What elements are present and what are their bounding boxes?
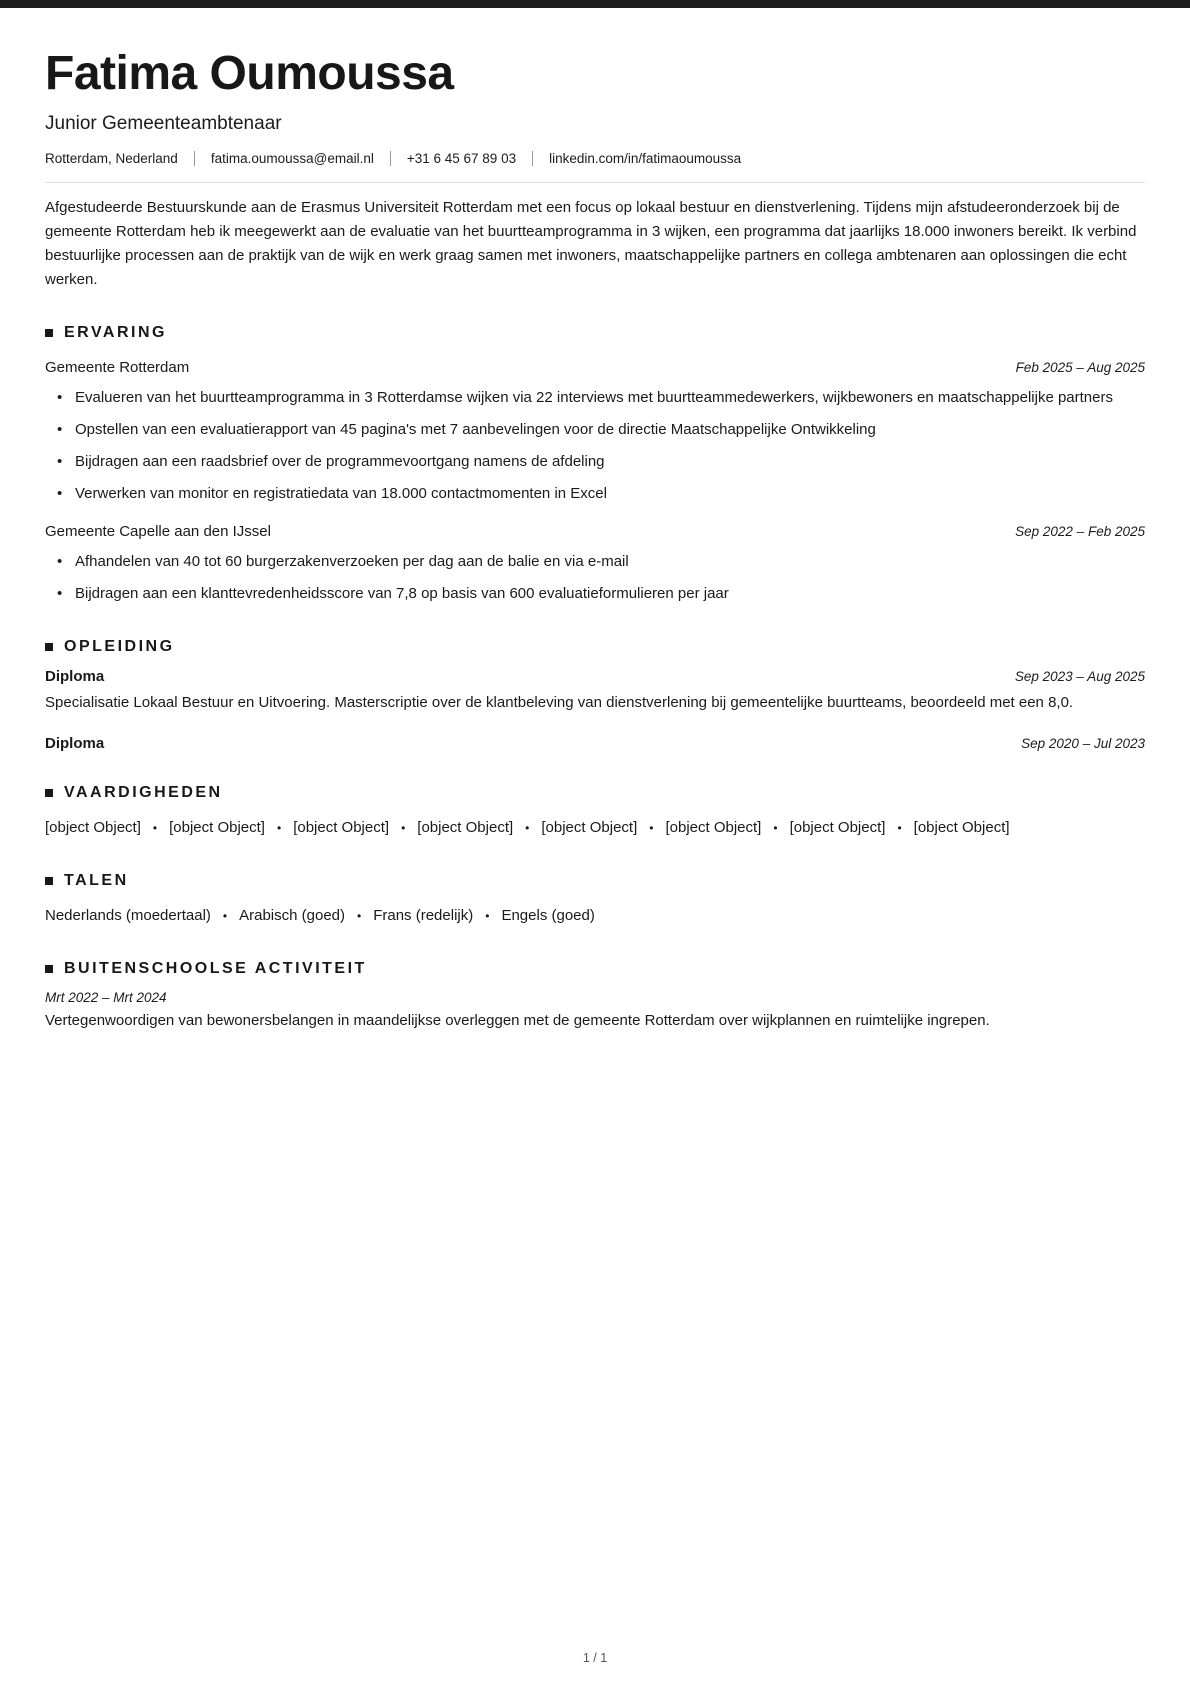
section-heading-label: VAARDIGHEDEN <box>64 783 223 801</box>
bullet-item: • Opstellen van een evaluatierapport van 45 pagina's met 7 aanbevelingen voor de directie Maatschappelijke Ontwikkeling <box>45 418 1145 442</box>
date-range: Sep 2020 – Jul 2023 <box>1021 735 1145 751</box>
experience-entry <box>45 359 1145 506</box>
skill-item: [object Object] <box>913 818 1010 836</box>
language-item: Frans (redelijk) <box>373 906 474 924</box>
skill-item: [object Object] <box>293 818 390 836</box>
contact-linkedin: linkedin.com/in/fatimaoumoussa <box>549 150 742 166</box>
dot-separator: • <box>649 820 654 835</box>
bullet-item: • Verwerken van monitor en registratiedata van 18.000 contactmomenten in Excel <box>45 482 1145 506</box>
employer-name: Gemeente Capelle aan den IJssel <box>45 522 271 540</box>
dot-separator: • <box>773 820 778 835</box>
section-marker-icon <box>45 965 53 973</box>
language-item: Engels (goed) <box>501 906 595 924</box>
date-range: Sep 2022 – Feb 2025 <box>1015 523 1145 539</box>
contact-phone: +31 6 45 67 89 03 <box>406 150 517 166</box>
dot-separator: • <box>222 908 228 923</box>
header-divider <box>45 182 1145 183</box>
section-vaardigheden <box>45 784 1145 840</box>
profile-summary: Afgestudeerde Bestuurskunde aan de Erasmus Universiteit Rotterdam met een focus op lokaal bestuur en dienstverlening. Tijdens mijn afstudeeronderzoek bij de gemeente Rotterdam heb ik meegewerkt aan de evaluatie van het buurtteamprogramma in 3 wijken, een programma dat jaarlijks 18.000 inwoners bereikt. Ik verbind bestuurlijke processen aan de praktijk van de wijk en werk graag samen met inwoners, maatschappelijke partners en collega ambtenaren aan oplossingen die echt werken. <box>45 198 1137 288</box>
section-heading-ervaring <box>45 324 1145 342</box>
contact-divider <box>194 151 195 166</box>
experience-entry <box>45 523 1145 606</box>
entry-header <box>45 668 1145 685</box>
section-heading-label: OPLEIDING <box>64 637 175 655</box>
entry-header <box>45 523 1145 540</box>
page-indicator: 1 / 1 <box>582 1651 608 1665</box>
dot-separator: • <box>485 908 490 923</box>
dot-separator: • <box>276 820 282 835</box>
date-range: Feb 2025 – Aug 2025 <box>1015 359 1145 375</box>
bullet-item: • Afhandelen van 40 tot 60 burgerzakenverzoeken per dag aan de balie en via e-mail <box>45 550 1145 574</box>
skill-item: [object Object] <box>169 818 265 836</box>
language-item: Nederlands (moedertaal) <box>45 906 211 924</box>
dot-separator: • <box>357 908 362 923</box>
dot-separator: • <box>401 820 406 835</box>
section-talen <box>45 872 1145 928</box>
education-entry <box>45 668 1145 715</box>
entry-header <box>45 735 1145 752</box>
bullet-item: • Bijdragen aan een klanttevredenheidsscore van 7,8 op basis van 600 evaluatieformulieren per jaar <box>45 582 1145 606</box>
degree-title: Diploma <box>45 734 105 752</box>
bullet-item: • Bijdragen aan een raadsbrief over de programmevoortgang namens de afdeling <box>45 450 1145 474</box>
contact-row <box>45 151 1145 166</box>
section-heading-vaardigheden <box>45 784 1145 802</box>
section-marker-icon <box>45 643 53 651</box>
date-range: Mrt 2022 – Mrt 2024 <box>45 989 167 1005</box>
contact-location: Rotterdam, Nederland <box>45 150 178 166</box>
skills-list <box>45 816 1145 840</box>
section-heading-label: BUITENSCHOOLSE ACTIVITEIT <box>64 959 367 977</box>
section-ervaring <box>45 324 1145 606</box>
section-heading-buitenschools <box>45 960 1145 978</box>
contact-divider <box>390 151 391 166</box>
contact-divider <box>532 151 533 166</box>
person-name: Fatima Oumoussa <box>45 47 454 100</box>
resume-content <box>0 8 1190 1033</box>
section-marker-icon <box>45 877 53 885</box>
date-range: Sep 2023 – Aug 2025 <box>1014 668 1145 684</box>
section-heading-talen <box>45 872 1145 890</box>
dot-separator: • <box>525 820 530 835</box>
skill-item: [object Object] <box>45 818 141 836</box>
section-heading-label: ERVARING <box>64 323 167 341</box>
top-accent-bar <box>0 0 1190 8</box>
education-entry <box>45 735 1145 752</box>
person-job-title: Junior Gemeenteambtenaar <box>45 112 282 134</box>
skill-item: [object Object] <box>665 818 762 836</box>
section-heading-label: TALEN <box>64 871 129 889</box>
employer-name: Gemeente Rotterdam <box>45 358 190 376</box>
activity-description: Vertegenwoordigen van bewonersbelangen in maandelijkse overleggen met de gemeente Rotterdam over wijkplannen en ruimtelijke ingrepen. <box>45 1011 990 1029</box>
section-heading-opleiding <box>45 638 1145 656</box>
skill-item: [object Object] <box>417 818 514 836</box>
section-marker-icon <box>45 329 53 337</box>
bullet-item: • Evalueren van het buurtteamprogramma in 3 Rotterdamse wijken via 22 interviews met buurtteammedewerkers, wijkbewoners en maatschappelijke partners <box>45 386 1145 410</box>
skill-item: [object Object] <box>541 818 638 836</box>
entry-header <box>45 359 1145 376</box>
bullet-list <box>45 386 1145 506</box>
degree-title: Diploma <box>45 667 105 685</box>
bullet-list <box>45 550 1145 606</box>
dot-separator: • <box>897 820 902 835</box>
dot-separator: • <box>152 820 158 835</box>
section-buitenschools <box>45 960 1145 1033</box>
languages-list <box>45 904 1145 928</box>
language-item: Arabisch (goed) <box>239 906 346 924</box>
education-description: Specialisatie Lokaal Bestuur en Uitvoering. Masterscriptie over de klantbeleving van dienstverlening bij gemeentelijke buurtteams, beoordeeld met een 8,0. <box>45 693 1074 711</box>
section-marker-icon <box>45 789 53 797</box>
skill-item: [object Object] <box>789 818 886 836</box>
section-opleiding <box>45 638 1145 752</box>
contact-email: fatima.oumoussa@email.nl <box>210 150 374 166</box>
